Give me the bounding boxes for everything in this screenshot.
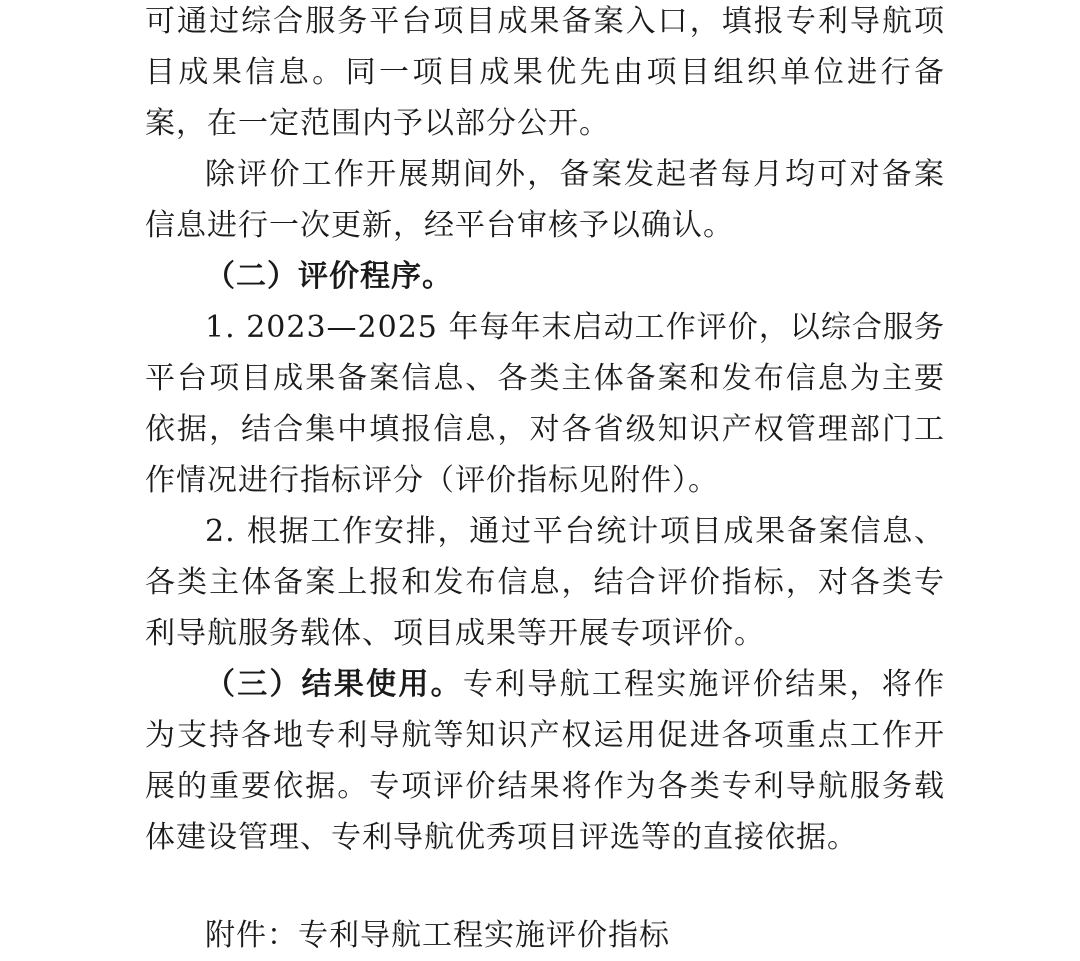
attachment-label: 附件： (205, 918, 298, 953)
heading-result-usage: （三）结果使用。 (205, 667, 463, 702)
paragraph-procedure-2: 2. 根据工作安排，通过平台统计项目成果备案信息、各类主体备案上报和发布信息，结合评价指标，对各类专利导航服务载体、项目成果等开展专项评价。 (145, 514, 945, 651)
paragraph-procedure-1: 1. 2023—2025 年每年末启动工作评价，以综合服务平台项目成果备案信息、各类主体备案和发布信息为主要依据，结合集中填报信息，对各省级知识产权管理部门工作情况进行指标评分（评价指标见附件）。 (145, 310, 945, 498)
attachment-line (145, 910, 945, 961)
heading-evaluation-procedure: （二）评价程序。 (205, 259, 453, 294)
result-usage-text: 专利导航工程实施评价结果，将作为支持各地专利导航等知识产权运用促进各项重点工作开展的重要依据。专项评价结果将作为各类专利导航服务载体建设管理、专利导航优秀项目评选等的直接依据。 (145, 667, 946, 855)
attachment-title: 专利导航工程实施评价指标 (298, 918, 670, 953)
paragraph-filing-entry: 可通过综合服务平台项目成果备案入口，填报专利导航项目成果信息。同一项目成果优先由项目组织单位进行备案，在一定范围内予以部分公开。 (145, 4, 945, 141)
paragraph-result-usage (145, 659, 945, 863)
paragraph-filing-update: 除评价工作开展期间外，备案发起者每月均可对备案信息进行一次更新，经平台审核予以确认。 (145, 157, 945, 243)
